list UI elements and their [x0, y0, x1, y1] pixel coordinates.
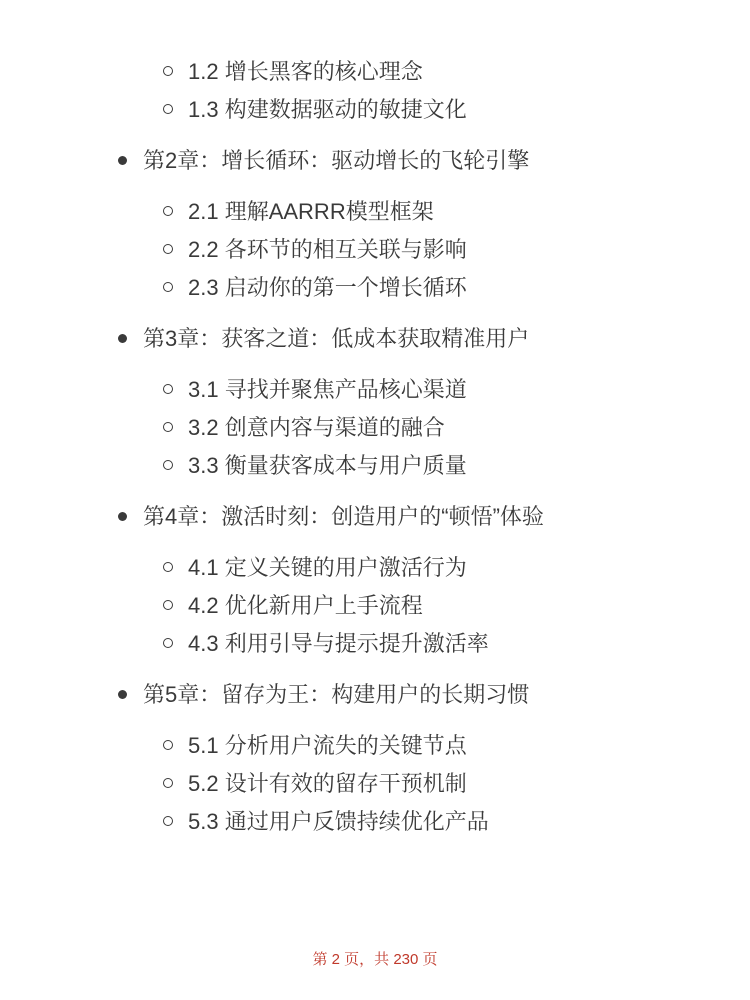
toc-subitem: 4.1 定义关键的用户激活行为 [188, 551, 710, 584]
toc-subitem: 2.3 启动你的第一个增长循环 [188, 271, 710, 304]
chapter-label: 第5章：留存为王：构建用户的长期习惯 [143, 682, 530, 707]
toc-chapter-item [143, 500, 710, 660]
toc-subitem: 3.3 衡量获客成本与用户质量 [188, 449, 710, 482]
page-number-footer: 第 2 页，共 230 页 [312, 951, 438, 968]
toc-subitem: 3.2 创意内容与渠道的融合 [188, 411, 710, 444]
chapter-list [110, 144, 710, 838]
toc-subitem: 1.3 构建数据驱动的敏捷文化 [188, 93, 710, 126]
toc-subitem: 5.2 设计有效的留存干预机制 [188, 767, 710, 800]
chapter-label: 第4章：激活时刻：创造用户的“顿悟”体验 [143, 504, 544, 529]
toc-subitem: 1.2 增长黑客的核心理念 [188, 55, 710, 88]
toc-subitem: 5.1 分析用户流失的关键节点 [188, 729, 710, 762]
chapter-label: 第3章：获客之道：低成本获取精准用户 [143, 326, 530, 351]
toc-subitem: 2.1 理解AARRR模型框架 [188, 195, 710, 228]
subitem-list [143, 729, 710, 838]
toc-chapter-item [143, 144, 710, 304]
subitem-list [143, 373, 710, 482]
toc-chapter-item [143, 678, 710, 838]
toc-subitem: 3.1 寻找并聚焦产品核心渠道 [188, 373, 710, 406]
toc-subitem: 2.2 各环节的相互关联与影响 [188, 233, 710, 266]
orphan-subitem-list [110, 55, 710, 126]
chapter-label: 第2章：增长循环：驱动增长的飞轮引擎 [143, 148, 530, 173]
toc-chapter-item [143, 322, 710, 482]
toc-subitem: 5.3 通过用户反馈持续优化产品 [188, 805, 710, 838]
toc-subitem: 4.2 优化新用户上手流程 [188, 589, 710, 622]
subitem-list [143, 195, 710, 304]
subitem-list [143, 551, 710, 660]
toc-subitem: 4.3 利用引导与提示提升激活率 [188, 627, 710, 660]
